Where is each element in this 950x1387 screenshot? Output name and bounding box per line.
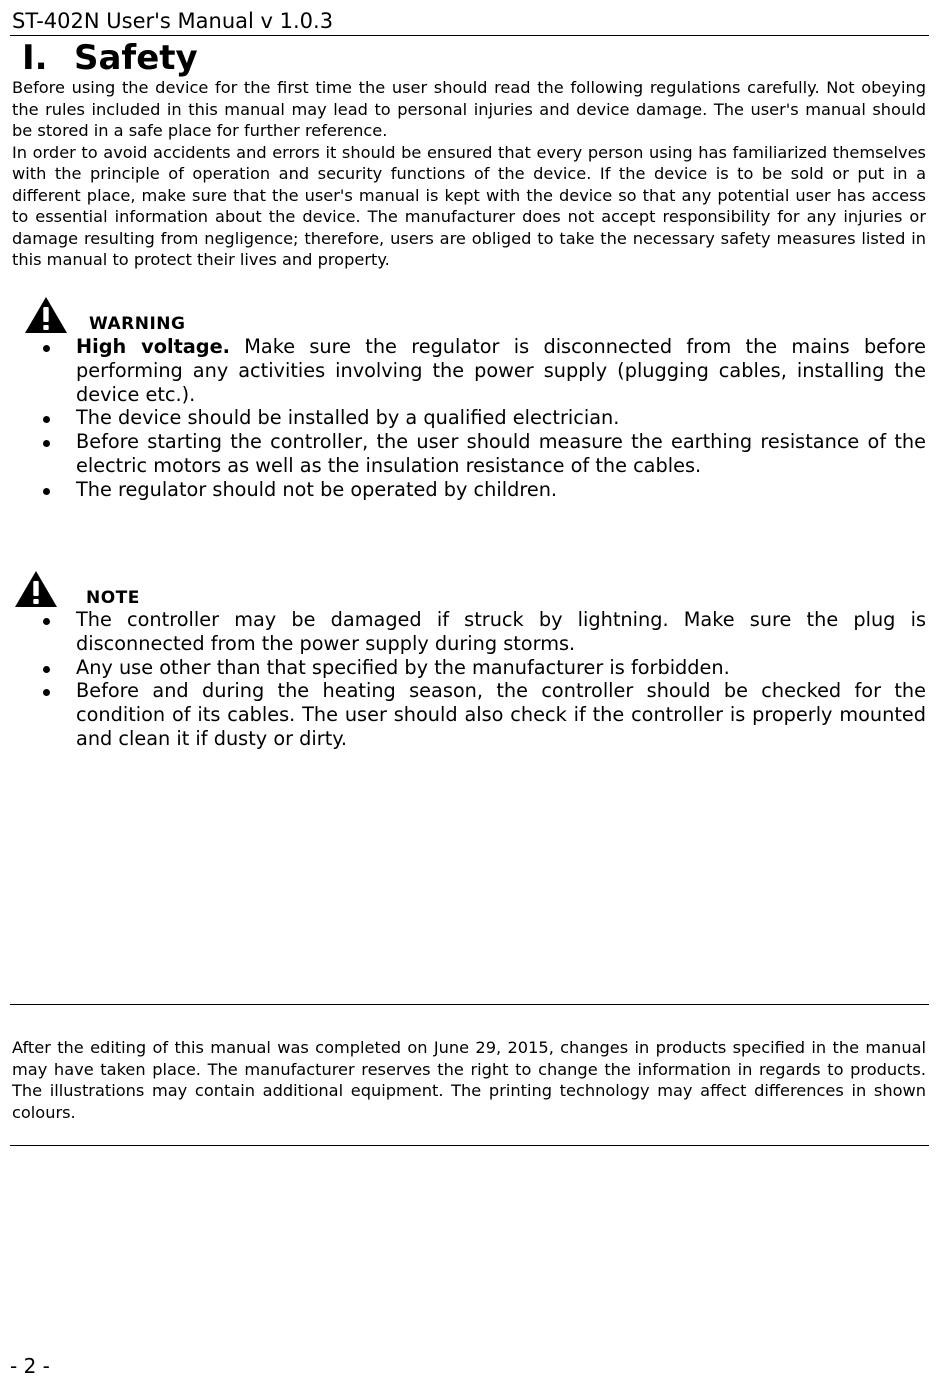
bullet-icon [43,345,50,352]
warning-triangle-icon [24,296,68,334]
list-item-text: The controller may be damaged if struck by lightning. Make sure the plug is disconnected from the power supply during storms. [76,608,926,655]
warning-callout-header [24,296,324,338]
intro-paragraph-1: Before using the device for the first time the user should read the following regulations carefully. Not obeying the rules included in this manual may lead to personal injuries and device damage. The user's manual should be stored in a safe place for further reference. [12,78,926,140]
list-item [40,478,926,502]
disclaimer-top-divider [10,1004,929,1005]
list-item [40,335,926,406]
section-number: I. [22,38,48,78]
note-callout-header [14,570,314,612]
warning-list [40,335,926,502]
intro-text [12,77,926,271]
bullet-icon [43,440,50,447]
list-item [40,679,926,750]
section-title: Safety [74,38,198,78]
warning-triangle-icon [14,570,58,608]
warning-bold-lead: High voltage. [76,335,230,358]
bullet-icon [43,488,50,495]
list-item-text: The device should be installed by a qualified electrician. [76,406,620,430]
bullet-icon [43,689,50,696]
page-number: - 2 - [10,1354,50,1378]
disclaimer-text: After the editing of this manual was completed on June 29, 2015, changes in products specified in the manual may have taken place. The manufacturer reserves the right to change the information in regards to products. The illustrations may contain additional equipment. The printing technology may affect differences in shown colours. [12,1038,926,1122]
section-heading [22,36,198,80]
list-item-text: Any use other than that specified by the manufacturer is forbidden. [76,655,730,679]
disclaimer-bottom-divider [10,1145,929,1146]
list-item-text: Before starting the controller, the user should measure the earthing resistance of the electric motors as well as the insulation resistance of the cables. [76,430,926,477]
bullet-icon [43,666,50,673]
list-item-text: The regulator should not be operated by children. [76,477,558,501]
list-item-text: Before and during the heating season, the controller should be checked for the condition of its cables. The user should also check if the controller is properly mounted and clean it if dusty or dirty. [76,679,926,750]
list-item [40,608,926,656]
bullet-icon [43,618,50,625]
warning-title: WARNING [89,314,186,334]
note-title: NOTE [86,588,140,608]
list-item-text: Make sure the regulator is disconnected from the mains before performing any activities involving the power supply (plugging cables, installing the device etc.). [76,335,926,406]
document-header-title: ST-402N User's Manual v 1.0.3 [12,9,334,33]
bullet-icon [43,416,50,423]
intro-paragraph-2: In order to avoid accidents and errors it should be ensured that every person using has familiarized themselves with the principle of operation and security functions of the device. If the device is to be sold or put in a different place, make sure that the user's manual is kept with the device so that any potential user has access to essential information about the device. The manufacturer does not accept responsibility for any injuries or damage resulting from negligence; therefore, users are obliged to take the necessary safety measures listed in this manual to protect their lives and property. [12,142,926,269]
list-item [40,656,926,680]
list-item [40,406,926,430]
note-list [40,608,926,751]
list-item [40,430,926,478]
